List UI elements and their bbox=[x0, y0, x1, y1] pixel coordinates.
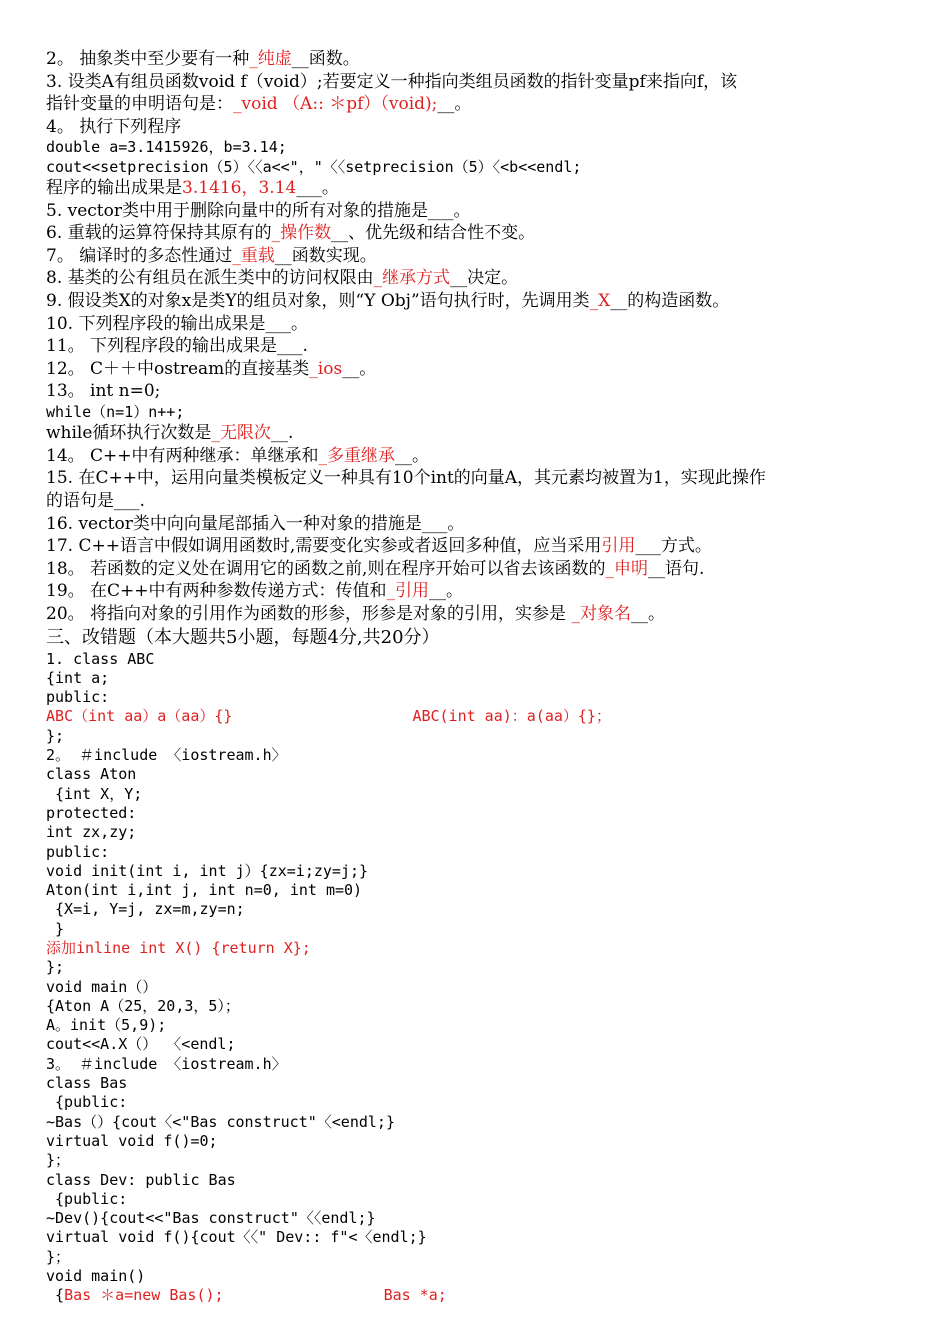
question-10: 10. 下列程序段的输出成果是___。 bbox=[46, 313, 308, 334]
question-14 bbox=[46, 445, 926, 468]
answer-text: _无限次 bbox=[211, 423, 271, 444]
question-text: __决定。 bbox=[450, 268, 519, 289]
code-line: {Aton A（25，20,3，5）； bbox=[46, 996, 240, 1015]
code-line: ~Bas（）{cout〈<"Bas construct"〈<endl;} bbox=[46, 1112, 395, 1131]
question-text: while循环执行次数是 bbox=[46, 423, 212, 444]
code-line: {int X，Y; bbox=[46, 784, 143, 803]
question-text: 指针变量的申明语句是： bbox=[46, 94, 233, 115]
question-15-line-2: 的语句是___. bbox=[46, 490, 145, 511]
question-4: 4。 执行下列程序 bbox=[46, 116, 182, 137]
answer-text: _重载 bbox=[232, 245, 275, 266]
section-heading: 三、改错题（本大题共5小题，每题4分,共20分） bbox=[46, 626, 440, 648]
answer-text: _继承方式 bbox=[373, 268, 451, 289]
question-13: 13。 int n=0; bbox=[46, 381, 161, 402]
answer-text: _操作数 bbox=[271, 223, 332, 244]
answer-text: _申明 bbox=[605, 558, 648, 579]
code-line: 3。 ＃include 〈iostream.h〉 bbox=[46, 1054, 287, 1073]
correction-line bbox=[46, 1286, 926, 1305]
question-4-output bbox=[46, 177, 926, 200]
question-text: __。 bbox=[342, 358, 377, 379]
question-text: 19。 在C++中有两种参数传递方式：传值和 bbox=[46, 581, 387, 602]
question-text: __。 bbox=[429, 581, 464, 602]
question-7 bbox=[46, 245, 926, 268]
question-text: 20。 将指向对象的引用作为函数的形参，形参是对象的引用，实参是 bbox=[46, 603, 572, 624]
fixed-code: Bas *a; bbox=[383, 1286, 447, 1305]
code-line: A。init（5,9); bbox=[46, 1016, 167, 1035]
code-line: class Dev: public Bas bbox=[46, 1170, 236, 1189]
question-text: __。 bbox=[395, 445, 430, 466]
code-line: void init(int i, int j）{zx=i;zy=j;} bbox=[46, 861, 369, 880]
question-text: 程序的输出成果是 bbox=[46, 177, 182, 198]
question-15-line-1: 15. 在C++中，运用向量类模板定义一种具有10个int的向量A，其元素均被置为1，实现此操作 bbox=[46, 468, 766, 489]
question-5: 5. vector类中用于删除向量中的所有对象的措施是___。 bbox=[46, 200, 471, 221]
wrong-code: Bas ＊a=new Bas(); bbox=[64, 1286, 224, 1305]
code-text: { bbox=[46, 1286, 65, 1305]
question-text: 6. 重载的运算符保持其原有的 bbox=[46, 223, 272, 244]
question-9 bbox=[46, 290, 926, 313]
wrong-code: ABC（int aa）a（aa）{} bbox=[46, 707, 233, 726]
question-text: __。 bbox=[630, 603, 665, 624]
question-text: __函数。 bbox=[291, 49, 360, 69]
answer-text: 3.1416，3.14 bbox=[182, 177, 297, 198]
code-line: virtual void f(){cout〈〈" Dev:: f"<〈endl;} bbox=[46, 1228, 427, 1247]
code-line: cout<<setprecision（5）〈〈a<<"，"〈〈setprecision（5）〈<b<<endl; bbox=[46, 157, 582, 176]
code-line: public: bbox=[46, 688, 110, 707]
code-line: {public: bbox=[46, 1093, 128, 1112]
correction-line bbox=[46, 707, 926, 726]
code-line: void main() bbox=[46, 1267, 146, 1286]
fixed-code: 添加inline int X() {return X}; bbox=[46, 939, 311, 957]
code-line: }; bbox=[46, 726, 65, 745]
code-line: class Bas bbox=[46, 1074, 128, 1093]
answer-text: _多重继承 bbox=[318, 445, 396, 466]
fixed-code: ABC(int aa)：a(aa）{}； bbox=[412, 707, 611, 726]
code-line: double a=3.1415926，b=3.14; bbox=[46, 138, 287, 157]
answer-text: _引用 bbox=[386, 581, 430, 602]
code-line: {int a; bbox=[46, 668, 110, 687]
question-3-line-1: 3. 设类A有组员函数void f（void）;若要定义一种指向类组员函数的指针变量pf来指向f，该 bbox=[46, 71, 738, 92]
question-text: 12。 C＋＋中ostream的直接基类 bbox=[46, 358, 310, 379]
question-text: __、优先级和结合性不变。 bbox=[331, 223, 536, 244]
question-text: __. bbox=[270, 423, 294, 444]
question-16: 16. vector类中向向量尾部插入一种对象的措施是___。 bbox=[46, 513, 465, 534]
question-text: 17. C++语言中假如调用函数时,需要变化实参或者返回多种值，应当采用 bbox=[46, 536, 602, 557]
question-17 bbox=[46, 535, 926, 558]
question-text: 2。 抽象类中至少要有一种 bbox=[46, 49, 250, 69]
code-line: protected: bbox=[46, 803, 137, 822]
code-line: }； bbox=[46, 1151, 71, 1170]
code-line: }; bbox=[46, 958, 65, 977]
question-text: ___方式。 bbox=[635, 536, 712, 557]
answer-text: _void （A:: ＊pf）（void); bbox=[233, 94, 438, 115]
code-line: public: bbox=[46, 842, 110, 861]
code-line: void main（） bbox=[46, 977, 158, 996]
question-19 bbox=[46, 580, 926, 603]
question-text: 14。 C++中有两种继承：单继承和 bbox=[46, 445, 319, 466]
question-11: 11。 下列程序段的输出成果是___. bbox=[46, 336, 308, 357]
answer-text: _X bbox=[589, 290, 611, 311]
answer-text: _对象名 bbox=[571, 603, 631, 624]
code-line: virtual void f()=0; bbox=[46, 1131, 218, 1150]
question-text: 8. 基类的公有组员在派生类中的访问权限由 bbox=[46, 268, 374, 289]
question-text: ___。 bbox=[296, 177, 339, 198]
question-13-output bbox=[46, 422, 926, 445]
question-text: 9. 假设类X的对象x是类Y的组员对象，则“Y Obj”语句执行时，先调用类 bbox=[46, 290, 590, 311]
answer-text: 引用 bbox=[601, 536, 636, 557]
code-line: } bbox=[46, 919, 65, 938]
question-6 bbox=[46, 222, 926, 245]
code-line: cout<<A.X（） 〈<endl; bbox=[46, 1035, 236, 1054]
code-line: 2。 ＃include 〈iostream.h〉 bbox=[46, 746, 287, 765]
question-20 bbox=[46, 603, 926, 626]
document-page bbox=[46, 48, 926, 1306]
question-text: __的构造函数。 bbox=[610, 290, 730, 311]
question-text: __函数实现。 bbox=[274, 245, 377, 266]
code-line: 1. class ABC bbox=[46, 649, 155, 668]
code-line: while（n=1）n++; bbox=[46, 402, 185, 421]
code-line: {X=i, Y=j, zx=m,zy=n; bbox=[46, 900, 245, 919]
code-line: class Aton bbox=[46, 765, 137, 784]
question-text: 7。 编译时的多态性通过 bbox=[46, 245, 233, 266]
question-text: __语句. bbox=[647, 558, 705, 579]
answer-text: _ios bbox=[309, 358, 343, 379]
question-18 bbox=[46, 558, 926, 581]
question-2 bbox=[46, 48, 926, 71]
question-3-line-2 bbox=[46, 93, 926, 116]
question-12 bbox=[46, 358, 926, 381]
code-line: Aton(int i,int j, int n=0, int m=0) bbox=[46, 881, 363, 900]
answer-text: _纯虚 bbox=[249, 49, 292, 69]
code-line: int zx,zy; bbox=[46, 823, 137, 842]
code-line: {public: bbox=[46, 1189, 128, 1208]
question-text: __。 bbox=[437, 94, 472, 115]
question-text: 18。 若函数的定义处在调用它的函数之前,则在程序开始可以省去该函数的 bbox=[46, 558, 606, 579]
question-8 bbox=[46, 267, 926, 290]
code-line: ~Dev(){cout<<"Bas construct"〈〈endl;} bbox=[46, 1209, 376, 1228]
code-line: }； bbox=[46, 1247, 71, 1266]
